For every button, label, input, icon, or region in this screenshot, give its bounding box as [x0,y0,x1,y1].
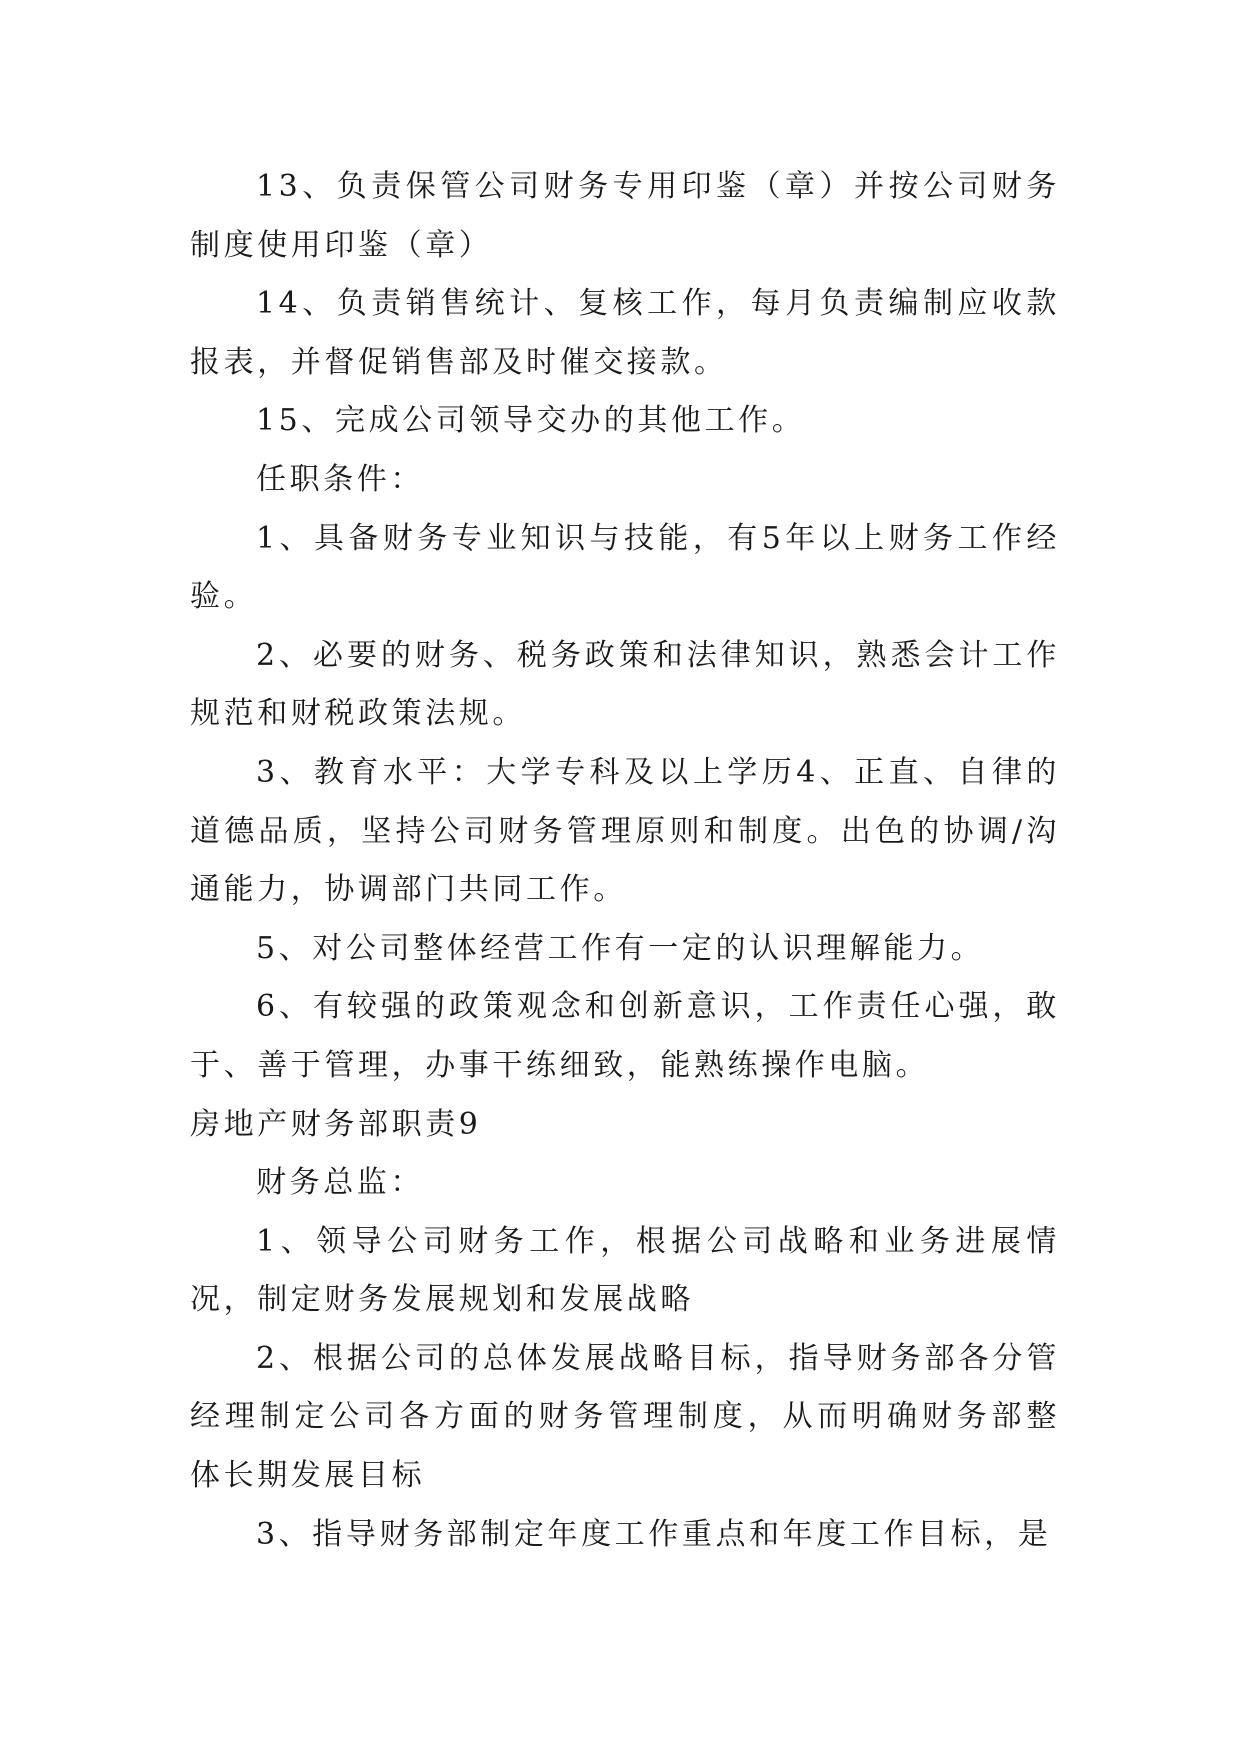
role-heading-cfo: 财务总监： [256,1165,424,1201]
qualification-item-3-4: 3、教育水平：大学专科及以上学历4、正直、自律的道德品质，坚持公司财务管理原则和制度。出色的协调/沟通能力，协调部门共同工作。 [190,754,1060,908]
qualification-item-1: 1、具备财务专业知识与技能，有5年以上财务工作经验。 [190,520,1060,615]
document-body [190,158,1060,1564]
cfo-duty-item-1: 1、领导公司财务工作，根据公司战略和业务进展情况，制定财务发展规划和发展战略 [190,1223,1060,1318]
paragraph-item-13: 13、负责保管公司财务专用印鉴（章）并按公司财务制度使用印鉴（章） [190,169,1060,263]
qualification-item-6: 6、有较强的政策观念和创新意识，工作责任心强，敢于、善于管理，办事干练细致，能熟练操作电脑。 [190,989,1060,1083]
paragraph-item-15: 15、完成公司领导交办的其他工作。 [256,403,806,439]
qualification-item-5: 5、对公司整体经营工作有一定的认识理解能力。 [256,930,985,966]
section-heading-qualifications: 任职条件： [256,461,424,497]
paragraph-item-14: 14、负责销售统计、复核工作，每月负责编制应收款报表，并督促销售部及时催交接款。 [190,286,1060,380]
section-title-duties-9: 房地产财务部职责9 [190,1106,482,1142]
qualification-item-2: 2、必要的财务、税务政策和法律知识，熟悉会计工作规范和财税政策法规。 [190,637,1060,732]
cfo-duty-item-3: 3、指导财务部制定年度工作重点和年度工作目标，是 [256,1516,1052,1552]
cfo-duty-item-2: 2、根据公司的总体发展战略目标，指导财务部各分管经理制定公司各方面的财务管理制度，从而明确财务部整体长期发展目标 [190,1340,1060,1494]
